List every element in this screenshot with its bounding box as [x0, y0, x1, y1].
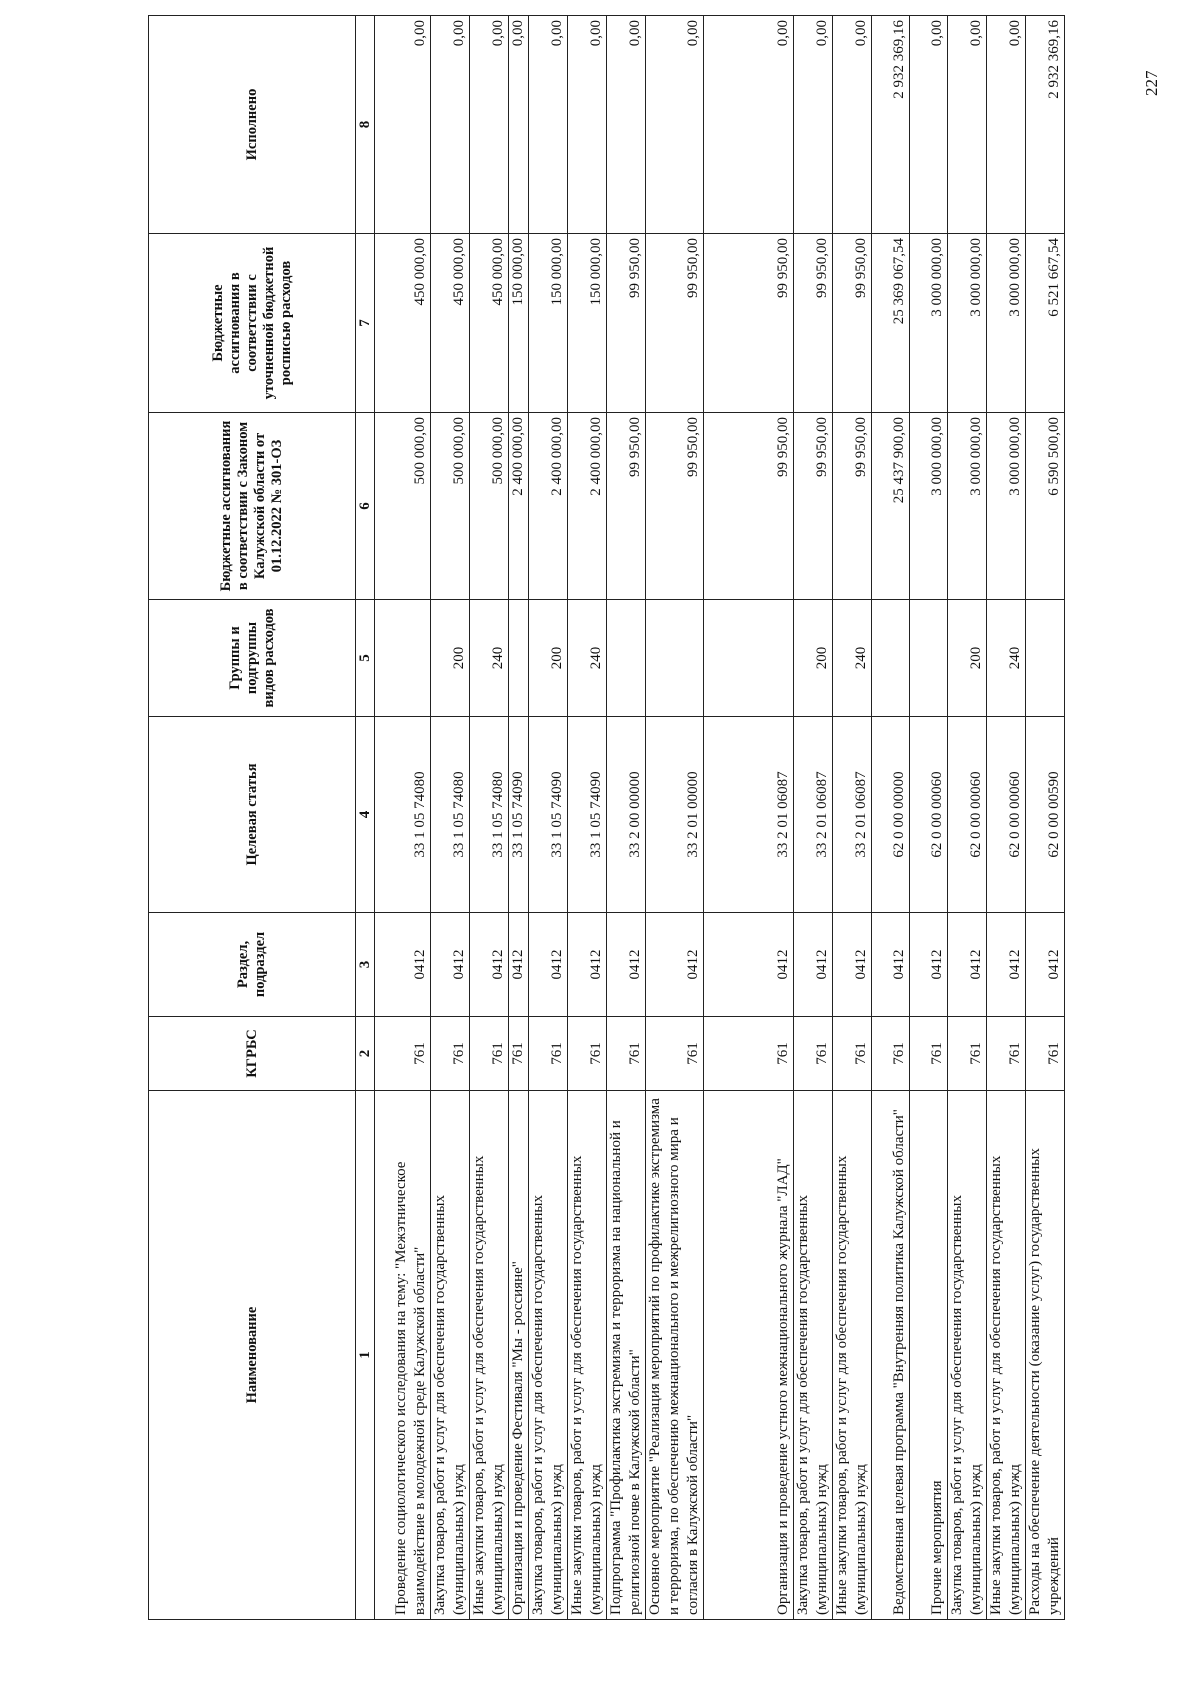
row-target-article: 62 0 00 00590: [1026, 717, 1065, 913]
row-law-allocation: 99 950,00: [646, 413, 704, 600]
column-number: 1: [356, 1091, 375, 1620]
budget-table-rotated: [148, 20, 1086, 1620]
row-razdel: 0412: [794, 913, 833, 1017]
row-executed: 0,00: [987, 16, 1026, 234]
row-executed: 0,00: [431, 16, 470, 234]
row-expense-group: [704, 600, 794, 717]
row-name: Иные закупки товаров, работ и услуг для обеспечения государственных (муниципальных) нужд: [833, 1091, 872, 1620]
row-razdel: 0412: [607, 913, 646, 1017]
row-refined-allocation: 99 950,00: [794, 234, 833, 413]
row-razdel: 0412: [987, 913, 1026, 1017]
row-executed: 0,00: [607, 16, 646, 234]
row-refined-allocation: 150 000,00: [568, 234, 607, 413]
row-kgrbs: 761: [794, 1017, 833, 1091]
header-target-article: Целевая статья: [149, 717, 356, 913]
row-target-article: 33 2 01 00000: [646, 717, 704, 913]
row-refined-allocation: 25 369 067,54: [872, 234, 910, 413]
header-name: Наименование: [149, 1091, 356, 1620]
row-expense-group: 240: [568, 600, 607, 717]
table-row: [704, 16, 794, 1620]
row-name: Ведомственная целевая программа "Внутренняя политика Калужской области": [872, 1091, 910, 1620]
page-number: 227: [1142, 70, 1161, 96]
row-razdel: 0412: [470, 913, 509, 1017]
row-law-allocation: 2 400 000,00: [568, 413, 607, 600]
column-number: 8: [356, 16, 375, 234]
row-refined-allocation: 99 950,00: [646, 234, 704, 413]
row-executed: 0,00: [375, 16, 431, 234]
row-razdel: 0412: [568, 913, 607, 1017]
row-law-allocation: 2 400 000,00: [509, 413, 529, 600]
row-name: Расходы на обеспечение деятельности (оказание услуг) государственных учреждений: [1026, 1091, 1065, 1620]
row-expense-group: 200: [431, 600, 470, 717]
row-kgrbs: 761: [375, 1017, 431, 1091]
table-row: [529, 16, 568, 1620]
column-number: 3: [356, 913, 375, 1017]
row-law-allocation: 3 000 000,00: [987, 413, 1026, 600]
row-expense-group: [646, 600, 704, 717]
row-executed: 0,00: [910, 16, 948, 234]
row-target-article: 33 1 05 74090: [568, 717, 607, 913]
row-razdel: 0412: [529, 913, 568, 1017]
row-kgrbs: 761: [872, 1017, 910, 1091]
table-row: [794, 16, 833, 1620]
row-kgrbs: 761: [509, 1017, 529, 1091]
row-target-article: 33 2 00 00000: [607, 717, 646, 913]
row-target-article: 33 1 05 74090: [509, 717, 529, 913]
row-executed: 0,00: [794, 16, 833, 234]
table-row: [948, 16, 987, 1620]
table-row: [509, 16, 529, 1620]
header-row: [149, 16, 356, 1620]
row-kgrbs: 761: [948, 1017, 987, 1091]
row-expense-group: [375, 600, 431, 717]
row-target-article: 33 2 01 06087: [704, 717, 794, 913]
row-expense-group: [1026, 600, 1065, 717]
table-row: [375, 16, 431, 1620]
row-target-article: 62 0 00 00060: [910, 717, 948, 913]
row-target-article: 33 1 05 74080: [470, 717, 509, 913]
row-refined-allocation: 450 000,00: [375, 234, 431, 413]
row-name: Иные закупки товаров, работ и услуг для обеспечения государственных (муниципальных) нужд: [470, 1091, 509, 1620]
row-name: Основное мероприятие "Реализация мероприятий по профилактике экстремизма и терроризма, по обеспечению межнационального и межрелигиозного мира и согласия в Калужской области": [646, 1091, 704, 1620]
row-expense-group: 240: [987, 600, 1026, 717]
row-executed: 0,00: [509, 16, 529, 234]
row-law-allocation: 500 000,00: [375, 413, 431, 600]
row-refined-allocation: 3 000 000,00: [948, 234, 987, 413]
row-law-allocation: 2 400 000,00: [529, 413, 568, 600]
row-expense-group: 240: [470, 600, 509, 717]
row-name: Иные закупки товаров, работ и услуг для обеспечения государственных (муниципальных) нужд: [987, 1091, 1026, 1620]
row-refined-allocation: 99 950,00: [833, 234, 872, 413]
row-name: Закупка товаров, работ и услуг для обеспечения государственных (муниципальных) нужд: [431, 1091, 470, 1620]
row-kgrbs: 761: [987, 1017, 1026, 1091]
row-executed: 0,00: [470, 16, 509, 234]
row-kgrbs: 761: [646, 1017, 704, 1091]
row-target-article: 62 0 00 00060: [948, 717, 987, 913]
row-refined-allocation: 99 950,00: [704, 234, 794, 413]
row-expense-group: 200: [948, 600, 987, 717]
row-name: Организация и проведение устного межнационального журнала "ЛАД": [704, 1091, 794, 1620]
header-executed: Исполнено: [149, 16, 356, 234]
row-refined-allocation: 3 000 000,00: [910, 234, 948, 413]
row-refined-allocation: 450 000,00: [470, 234, 509, 413]
row-kgrbs: 761: [431, 1017, 470, 1091]
row-law-allocation: 500 000,00: [431, 413, 470, 600]
row-razdel: 0412: [910, 913, 948, 1017]
row-kgrbs: 761: [833, 1017, 872, 1091]
table-row: [1026, 16, 1065, 1620]
row-refined-allocation: 99 950,00: [607, 234, 646, 413]
row-kgrbs: 761: [910, 1017, 948, 1091]
row-kgrbs: 761: [704, 1017, 794, 1091]
row-name: Иные закупки товаров, работ и услуг для обеспечения государственных (муниципальных) нужд: [568, 1091, 607, 1620]
table-row: [872, 16, 910, 1620]
row-law-allocation: 99 950,00: [794, 413, 833, 600]
table-row: [646, 16, 704, 1620]
header-law-allocation: Бюджетные ассигнования в соответствии с Законом Калужской области от 01.12.2022 № 301-ОЗ: [149, 413, 356, 600]
row-razdel: 0412: [1026, 913, 1065, 1017]
row-razdel: 0412: [833, 913, 872, 1017]
row-name: Организация и проведение Фестиваля "Мы - россияне": [509, 1091, 529, 1620]
row-razdel: 0412: [948, 913, 987, 1017]
header-refined-allocation: Бюджетные ассигнования в соответствии с уточненной бюджетной росписью расходов: [149, 234, 356, 413]
row-refined-allocation: 450 000,00: [431, 234, 470, 413]
row-target-article: 33 2 01 06087: [833, 717, 872, 913]
row-kgrbs: 761: [470, 1017, 509, 1091]
column-number-row: [356, 16, 375, 1620]
row-razdel: 0412: [872, 913, 910, 1017]
row-expense-group: [607, 600, 646, 717]
row-target-article: 33 1 05 74080: [375, 717, 431, 913]
row-razdel: 0412: [509, 913, 529, 1017]
row-razdel: 0412: [375, 913, 431, 1017]
row-kgrbs: 761: [568, 1017, 607, 1091]
row-executed: 0,00: [646, 16, 704, 234]
row-law-allocation: 500 000,00: [470, 413, 509, 600]
row-executed: 2 932 369,16: [872, 16, 910, 234]
row-law-allocation: 6 590 500,00: [1026, 413, 1065, 600]
column-number: 2: [356, 1017, 375, 1091]
row-executed: 0,00: [704, 16, 794, 234]
table-row: [431, 16, 470, 1620]
row-name: Прочие мероприятия: [910, 1091, 948, 1620]
header-razdel: Раздел, подраздел: [149, 913, 356, 1017]
row-refined-allocation: 6 521 667,54: [1026, 234, 1065, 413]
table-row: [987, 16, 1026, 1620]
column-number: 4: [356, 717, 375, 913]
row-target-article: 33 1 05 74090: [529, 717, 568, 913]
row-law-allocation: 99 950,00: [833, 413, 872, 600]
row-name: Закупка товаров, работ и услуг для обеспечения государственных (муниципальных) нужд: [529, 1091, 568, 1620]
row-target-article: 62 0 00 00060: [987, 717, 1026, 913]
row-name: Закупка товаров, работ и услуг для обеспечения государственных (муниципальных) нужд: [794, 1091, 833, 1620]
row-executed: 2 932 369,16: [1026, 16, 1065, 234]
row-law-allocation: 99 950,00: [607, 413, 646, 600]
row-expense-group: [872, 600, 910, 717]
table-row: [910, 16, 948, 1620]
row-executed: 0,00: [948, 16, 987, 234]
row-law-allocation: 25 437 900,00: [872, 413, 910, 600]
row-expense-group: [910, 600, 948, 717]
row-kgrbs: 761: [529, 1017, 568, 1091]
column-number: 6: [356, 413, 375, 600]
row-kgrbs: 761: [607, 1017, 646, 1091]
header-expense-group: Группы и подгруппы видов расходов: [149, 600, 356, 717]
column-number: 5: [356, 600, 375, 717]
row-name: Закупка товаров, работ и услуг для обеспечения государственных (муниципальных) нужд: [948, 1091, 987, 1620]
row-law-allocation: 3 000 000,00: [910, 413, 948, 600]
table-row: [607, 16, 646, 1620]
row-expense-group: 200: [529, 600, 568, 717]
budget-table: [148, 15, 1065, 1620]
row-name: Подпрограмма "Профилактика экстремизма и терроризма на национальной и религиозной почве в Калужской области": [607, 1091, 646, 1620]
table-row: [470, 16, 509, 1620]
row-target-article: 62 0 00 00000: [872, 717, 910, 913]
row-target-article: 33 1 05 74080: [431, 717, 470, 913]
row-law-allocation: 99 950,00: [704, 413, 794, 600]
table-row: [833, 16, 872, 1620]
row-law-allocation: 3 000 000,00: [948, 413, 987, 600]
row-kgrbs: 761: [1026, 1017, 1065, 1091]
table-row: [568, 16, 607, 1620]
row-refined-allocation: 150 000,00: [529, 234, 568, 413]
row-executed: 0,00: [833, 16, 872, 234]
table-body: [375, 16, 1065, 1620]
row-razdel: 0412: [431, 913, 470, 1017]
column-number: 7: [356, 234, 375, 413]
row-name: Проведение социологического исследования на тему: "Межэтническое взаимодействие в молодежной среде Калужской области": [375, 1091, 431, 1620]
header-kgrbs: КГРБС: [149, 1017, 356, 1091]
row-expense-group: 240: [833, 600, 872, 717]
row-target-article: 33 2 01 06087: [794, 717, 833, 913]
row-executed: 0,00: [568, 16, 607, 234]
row-razdel: 0412: [704, 913, 794, 1017]
row-refined-allocation: 3 000 000,00: [987, 234, 1026, 413]
row-executed: 0,00: [529, 16, 568, 234]
row-expense-group: [509, 600, 529, 717]
row-refined-allocation: 150 000,00: [509, 234, 529, 413]
row-razdel: 0412: [646, 913, 704, 1017]
row-expense-group: 200: [794, 600, 833, 717]
